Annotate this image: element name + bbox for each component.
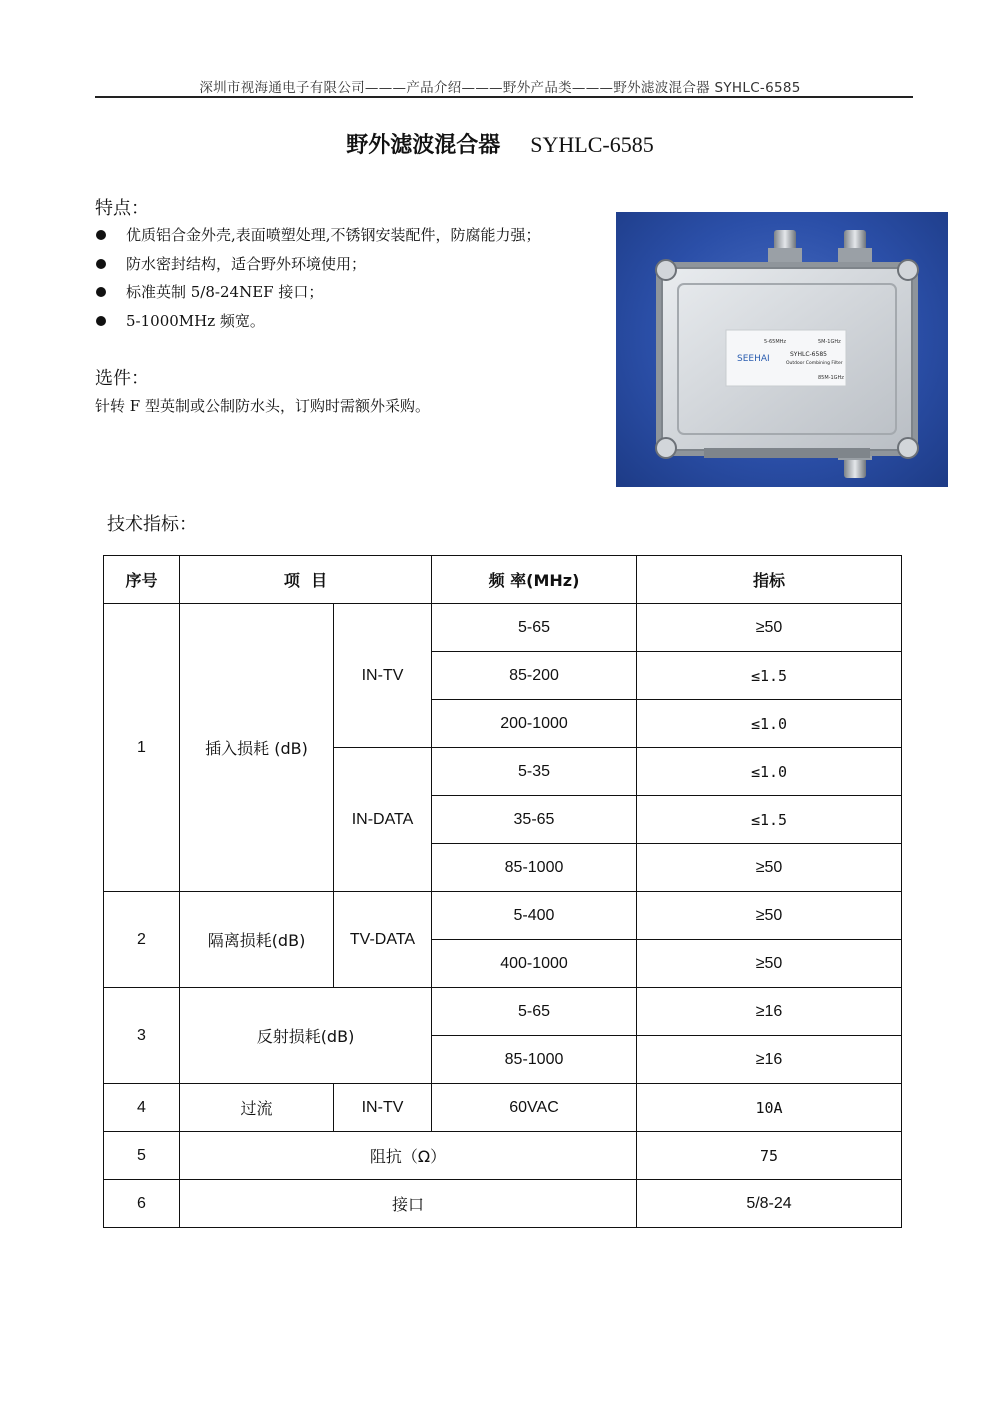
table-row bbox=[104, 1084, 902, 1132]
feature-item: 防水密封结构，适合野外环境使用； bbox=[95, 251, 541, 280]
label-model: SYHLC-6585 bbox=[790, 351, 827, 358]
cell-freq: 85-1000 bbox=[432, 844, 637, 892]
cell-spec: ≥16 bbox=[637, 1036, 902, 1084]
feature-item: 标准英制 5/8-24NEF 接口； bbox=[95, 279, 541, 308]
table-row bbox=[104, 988, 902, 1036]
feature-item: 5-1000MHz 频宽。 bbox=[95, 308, 541, 337]
bullet-icon bbox=[96, 259, 106, 269]
cell-freq: 400-1000 bbox=[432, 940, 637, 988]
cell-spec: ≥16 bbox=[637, 988, 902, 1036]
col-header-spec: 指标 bbox=[637, 556, 902, 604]
cell-freq: 85-200 bbox=[432, 652, 637, 700]
product-name: 野外滤波混合器 bbox=[346, 132, 501, 158]
cell-freq: 5-65 bbox=[432, 604, 637, 652]
filter-housing-illustration bbox=[616, 212, 948, 487]
cell-spec: 10A bbox=[637, 1084, 902, 1132]
cell-no: 3 bbox=[104, 988, 180, 1084]
bullet-icon bbox=[96, 316, 106, 326]
specs-table bbox=[103, 555, 902, 1228]
specs-heading: 技术指标： bbox=[107, 514, 197, 535]
cell-item: 反射损耗(dB) bbox=[180, 988, 432, 1084]
cell-item: 接口 bbox=[180, 1180, 637, 1228]
cell-spec: ≥50 bbox=[637, 892, 902, 940]
cell-group: TV-DATA bbox=[334, 892, 432, 988]
table-row bbox=[104, 892, 902, 940]
options-text: 针转 F 型英制或公制防水头，订购时需额外采购。 bbox=[95, 397, 430, 415]
label-port-top-right: 5M-1GHz bbox=[818, 339, 841, 345]
bullet-icon bbox=[96, 230, 106, 240]
cell-no: 5 bbox=[104, 1132, 180, 1180]
col-header-no: 序号 bbox=[104, 556, 180, 604]
col-header-item: 项 目 bbox=[180, 556, 432, 604]
label-port-top-left: 5-65MHz bbox=[764, 339, 787, 345]
table-row bbox=[104, 1180, 902, 1228]
cell-spec: ≥50 bbox=[637, 604, 902, 652]
cell-freq: 60VAC bbox=[432, 1084, 637, 1132]
cell-spec: ≤1.5 bbox=[637, 796, 902, 844]
cell-item: 隔离损耗(dB) bbox=[180, 892, 334, 988]
cell-item: 插入损耗 (dB) bbox=[180, 604, 334, 892]
table-row bbox=[104, 604, 902, 652]
label-port-bottom: 85M-1GHz bbox=[818, 375, 844, 381]
cell-spec: 75 bbox=[637, 1132, 902, 1180]
cell-freq: 35-65 bbox=[432, 796, 637, 844]
cell-no: 2 bbox=[104, 892, 180, 988]
brand-logo-text: SEEHAI bbox=[737, 354, 770, 364]
cell-spec: ≤1.5 bbox=[637, 652, 902, 700]
header-divider bbox=[95, 96, 913, 98]
cell-no: 4 bbox=[104, 1084, 180, 1132]
features-list bbox=[95, 222, 541, 336]
cell-spec: 5/8-24 bbox=[637, 1180, 902, 1228]
cell-spec: ≤1.0 bbox=[637, 748, 902, 796]
cell-freq: 200-1000 bbox=[432, 700, 637, 748]
cell-group: IN-TV bbox=[334, 1084, 432, 1132]
product-photo bbox=[616, 212, 948, 487]
table-row bbox=[104, 1132, 902, 1180]
cell-freq: 85-1000 bbox=[432, 1036, 637, 1084]
cell-spec: ≥50 bbox=[637, 844, 902, 892]
cell-spec: ≤1.0 bbox=[637, 700, 902, 748]
cell-spec: ≥50 bbox=[637, 940, 902, 988]
cell-freq: 5-35 bbox=[432, 748, 637, 796]
options-heading: 选件： bbox=[95, 368, 149, 389]
bullet-icon bbox=[96, 287, 106, 297]
col-header-freq: 频 率(MHz) bbox=[432, 556, 637, 604]
label-subtitle: Outdoor Combining Filter bbox=[786, 361, 843, 366]
cell-freq: 5-400 bbox=[432, 892, 637, 940]
page-header: 深圳市视海通电子有限公司———产品介绍———野外产品类———野外滤波混合器 SYHLC-6585 bbox=[199, 80, 801, 96]
page-title bbox=[0, 128, 1000, 159]
features-heading: 特点： bbox=[95, 198, 149, 219]
product-model: SYHLC-6585 bbox=[530, 132, 654, 157]
feature-item: 优质铝合金外壳,表面喷塑处理,不锈钢安装配件，防腐能力强； bbox=[95, 222, 541, 251]
cell-item: 阻抗（Ω） bbox=[180, 1132, 637, 1180]
specs-table-wrapper bbox=[103, 555, 902, 1228]
cell-group: IN-TV bbox=[334, 604, 432, 748]
cell-freq: 5-65 bbox=[432, 988, 637, 1036]
cell-item: 过流 bbox=[180, 1084, 334, 1132]
cell-no: 6 bbox=[104, 1180, 180, 1228]
cell-no: 1 bbox=[104, 604, 180, 892]
cell-group: IN-DATA bbox=[334, 748, 432, 892]
